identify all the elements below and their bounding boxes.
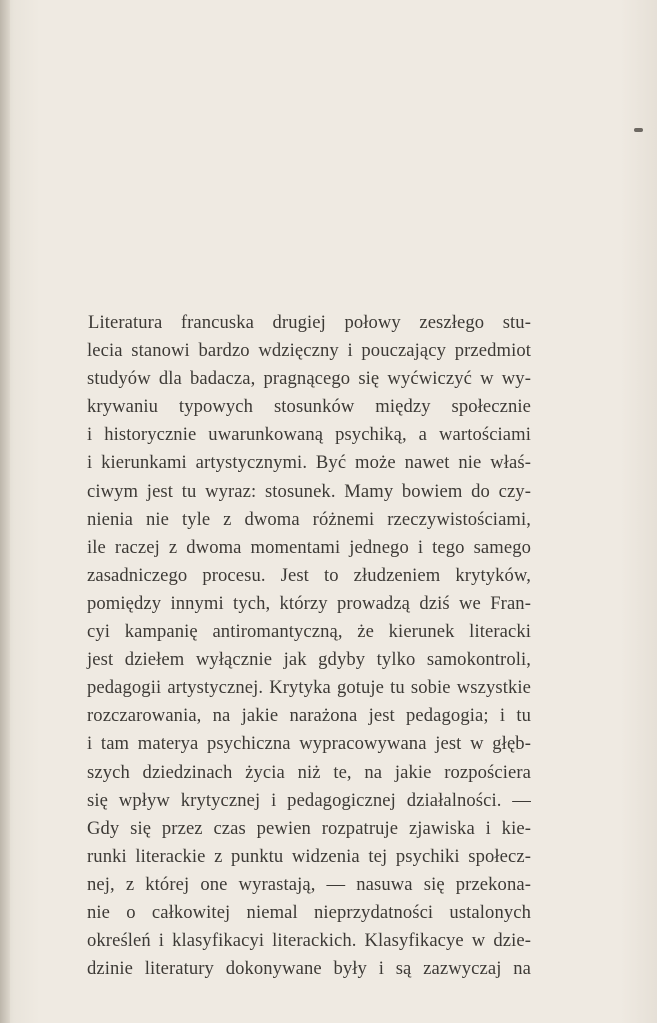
text-line: szych dziedzinach życia niż te, na jakie rozpościera (87, 761, 531, 783)
margin-mark (634, 128, 643, 132)
text-line: rozczarowania, na jakie narażona jest pedagogia; i tu (87, 705, 531, 727)
text-line: ciwym jest tu wyraz: stosunek. Mamy bowiem do czy- (87, 480, 531, 502)
text-line: runki literackie z punktu widzenia tej psychiki społecz- (87, 845, 531, 867)
text-line: nienia nie tyle z dwoma różnemi rzeczywistościami, (87, 508, 531, 530)
text-line: i tam materya psychiczna wypracowywana jest w głęb- (87, 733, 531, 755)
text-line: studyów dla badacza, pragnącego się wyćwiczyć w wy- (87, 368, 531, 390)
text-line: jest dziełem wyłącznie jak gdyby tylko samokontroli, (87, 649, 531, 671)
text-line: nej, z której one wyrastają, — nasuwa się przekona- (87, 873, 531, 895)
page-gutter-shadow (0, 0, 10, 1023)
text-line: się wpływ krytycznej i pedagogicznej działalności. — (87, 789, 531, 811)
text-line: i kierunkami artystycznymi. Być może nawet nie właś- (87, 452, 531, 474)
text-line: zasadniczego procesu. Jest to złudzeniem krytyków, (87, 564, 531, 586)
text-line: krywaniu typowych stosunków między społecznie (87, 396, 531, 418)
text-line: lecia stanowi bardzo wdzięczny i pouczający przedmiot (87, 340, 531, 362)
text-line: dzinie literatury dokonywane były i są zazwyczaj na (87, 958, 531, 980)
text-line: Literatura francuska drugiej połowy zeszłego stu- (88, 312, 531, 333)
text-line: pomiędzy innymi tych, którzy prowadzą dziś we Fran- (87, 592, 531, 614)
text-line: i historycznie uwarunkowaną psychiką, a wartościami (87, 424, 531, 446)
text-line: Gdy się przez czas pewien rozpatruje zjawiska i kie- (87, 817, 531, 839)
text-line: pedagogii artystycznej. Krytyka gotuje tu sobie wszystkie (87, 677, 531, 699)
text-line: określeń i klasyfikacyi literackich. Klasyfikacye w dzie- (87, 930, 531, 952)
body-paragraph (87, 309, 531, 983)
text-line: nie o całkowitej niemal nieprzydatności ustalonych (87, 901, 531, 923)
text-line: ile raczej z dwoma momentami jednego i tego samego (87, 536, 531, 558)
text-line: cyi kampanię antiromantyczną, że kierunek literacki (87, 621, 531, 643)
